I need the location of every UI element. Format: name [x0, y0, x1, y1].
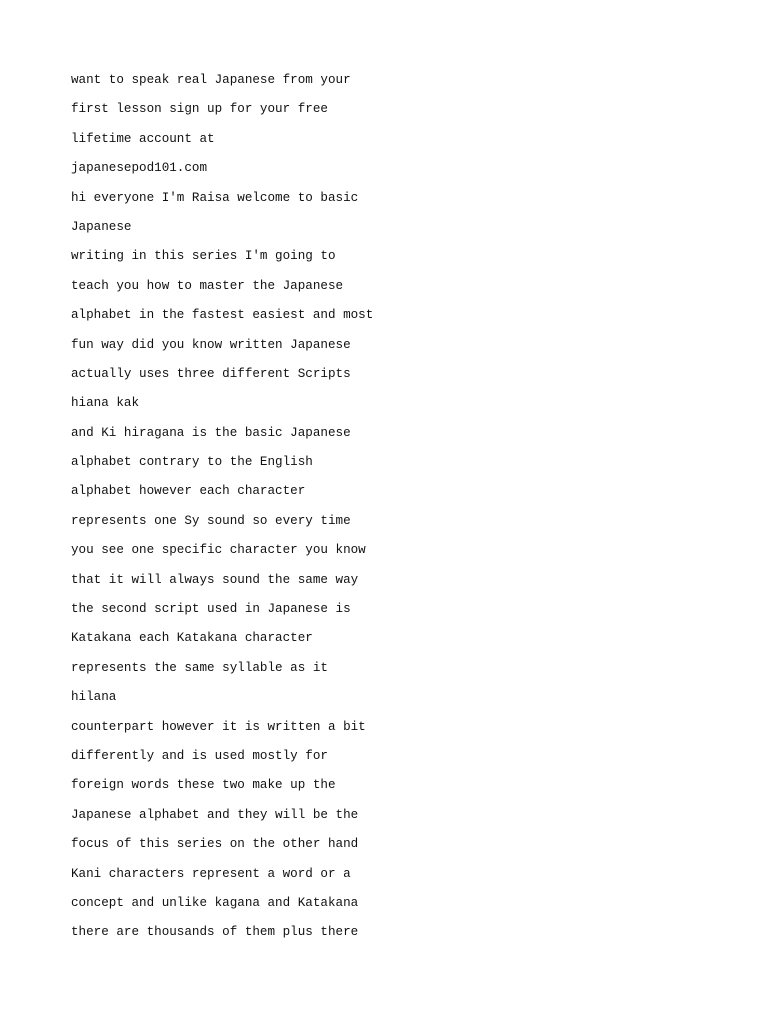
transcript-line: want to speak real Japanese from your	[71, 73, 351, 87]
transcript-line: teach you how to master the Japanese	[71, 278, 344, 293]
transcript-line: fun way did you know written Japanese	[71, 337, 351, 352]
transcript-line: represents the same syllable as it	[71, 660, 328, 675]
transcript-line: alphabet contrary to the English	[71, 455, 313, 470]
transcript-line: hilana	[71, 690, 117, 705]
transcript-line: represents one Sy sound so every time	[71, 513, 351, 528]
transcript-line: and Ki hiragana is the basic Japanese	[71, 425, 351, 440]
transcript-line: first lesson sign up for your free	[71, 102, 328, 117]
transcript-line: counterpart however it is written a bit	[71, 719, 366, 734]
transcript-line: writing in this series I'm going to	[71, 249, 336, 264]
transcript-line: foreign words these two make up the	[71, 778, 336, 793]
transcript-line: alphabet however each character	[71, 484, 306, 499]
transcript-line: hiana kak	[71, 396, 140, 411]
transcript-line: lifetime account at	[71, 131, 215, 146]
transcript-line: focus of this series on the other hand	[71, 837, 359, 852]
transcript-line: differently and is used mostly for	[71, 748, 328, 763]
transcript-line: Japanese	[71, 219, 132, 234]
transcript-line: the second script used in Japanese is	[71, 602, 351, 617]
transcript-line: that it will always sound the same way	[71, 572, 359, 587]
transcript-text	[71, 66, 373, 948]
transcript-line: concept and unlike kagana and Katakana	[71, 895, 359, 910]
transcript-line: hi everyone I'm Raisa welcome to basic	[71, 190, 359, 205]
transcript-line: alphabet in the fastest easiest and most	[71, 308, 374, 323]
transcript-line: Kani characters represent a word or a	[71, 866, 351, 881]
transcript-line: you see one specific character you know	[71, 543, 366, 558]
transcript-line: japanesepod101.com	[71, 161, 208, 176]
transcript-line: actually uses three different Scripts	[71, 366, 351, 381]
transcript-line: there are thousands of them plus there	[71, 925, 359, 940]
transcript-line: Japanese alphabet and they will be the	[71, 807, 359, 822]
transcript-line: Katakana each Katakana character	[71, 631, 313, 646]
